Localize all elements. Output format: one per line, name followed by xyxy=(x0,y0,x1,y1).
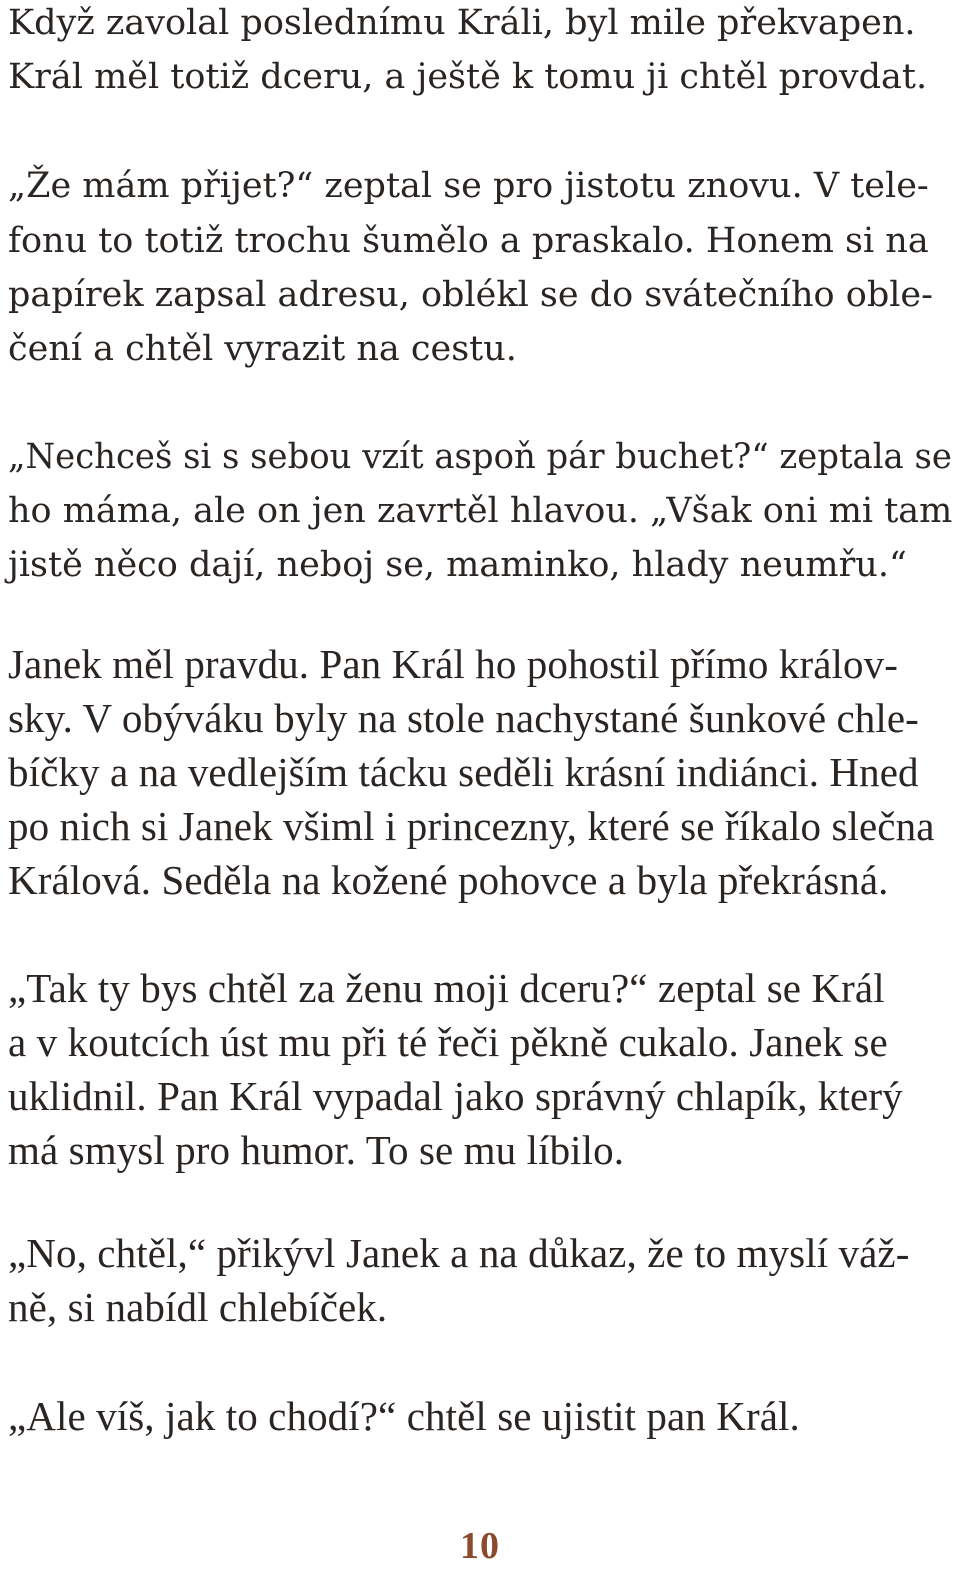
text-line: fonu to totiž trochu šumělo a praskalo. Honem si na xyxy=(8,221,929,261)
text-line: „Tak ty bys chtěl za ženu moji dceru?“ zeptal se Král xyxy=(8,965,885,1011)
text-line: a v koutcích úst mu při té řeči pěkně cukalo. Janek se xyxy=(8,1019,888,1065)
text-line: jistě něco dají, neboj se, maminko, hlady neumřu.“ xyxy=(8,545,907,585)
text-line: Králová. Seděla na kožené pohovce a byla překrásná. xyxy=(8,857,889,903)
text-line: „No, chtěl,“ přikývl Janek a na důkaz, že to myslí váž- xyxy=(8,1230,910,1276)
text-line: Janek měl pravdu. Pan Král ho pohostil přímo králov- xyxy=(8,641,898,687)
text-line: Král měl totiž dceru, a ještě k tomu ji chtěl provdat. xyxy=(8,57,928,97)
text-line: uklidnil. Pan Král vypadal jako správný chlapík, který xyxy=(8,1073,903,1119)
text-line: papírek zapsal adresu, oblékl se do svátečního oble- xyxy=(8,275,933,315)
text-line: „Nechceš si s sebou vzít aspoň pár buchet?“ zeptala se xyxy=(8,437,952,477)
text-line: po nich si Janek všiml i princezny, které se říkalo slečna xyxy=(8,803,935,849)
text-line: bíčky a na vedlejším tácku seděli krásní indiánci. Hned xyxy=(8,749,919,795)
text-line: čení a chtěl vyrazit na cestu. xyxy=(8,329,517,369)
page-number: 10 xyxy=(460,1525,500,1567)
text-line: „Ale víš, jak to chodí?“ chtěl se ujistit pan Král. xyxy=(8,1393,800,1439)
text-line: Když zavolal poslednímu Králi, byl mile překvapen. xyxy=(8,3,916,43)
text-line: „Že mám přijet?“ zeptal se pro jistotu znovu. V tele- xyxy=(8,166,929,206)
text-line: má smysl pro humor. To se mu líbilo. xyxy=(8,1127,625,1173)
text-line: ho máma, ale on jen zavrtěl hlavou. „Však oni mi tam xyxy=(8,491,953,531)
text-line: ně, si nabídl chlebíček. xyxy=(8,1284,388,1330)
text-line: sky. V obýváku byly na stole nachystané šunkové chle- xyxy=(8,695,919,741)
